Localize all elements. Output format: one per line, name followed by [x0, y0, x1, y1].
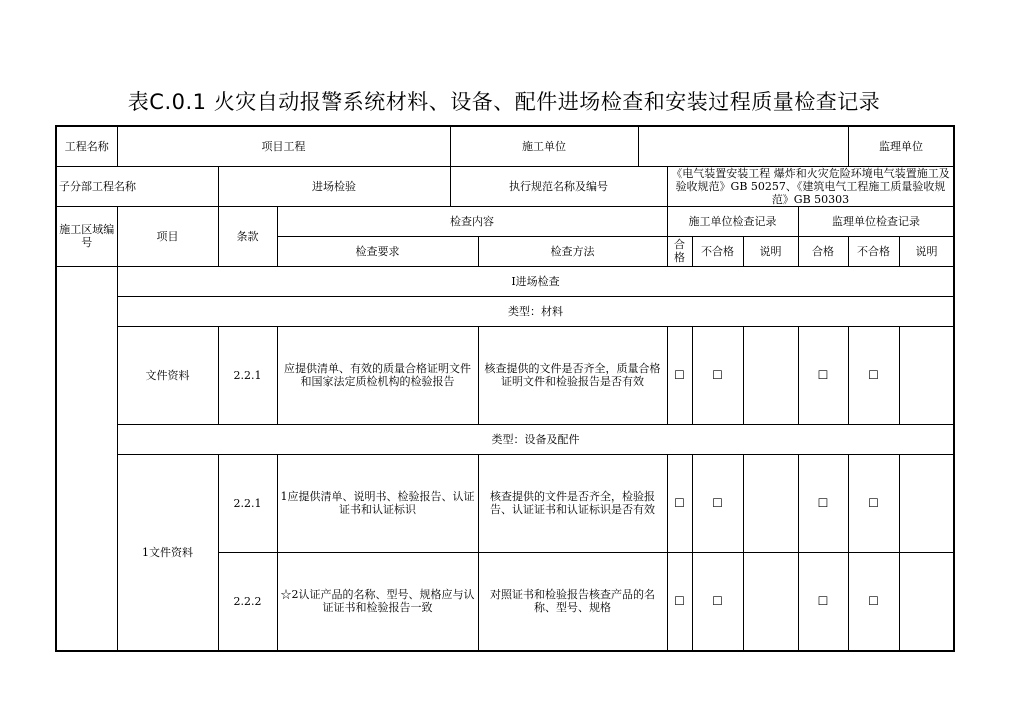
section-entry-label: Ⅰ进场检查 [117, 266, 954, 296]
row-clause: 2.2.2 [218, 552, 277, 651]
header-row-project [56, 126, 954, 166]
contractor-note [743, 552, 798, 651]
row-clause: 2.2.1 [218, 326, 277, 424]
project-name-value: 项目工程 [117, 126, 450, 166]
sub-project-label: 子分部工程名称 [56, 166, 218, 206]
column-header-row-1 [56, 206, 954, 236]
row-requirement: 1应提供清单、说明书、检验报告、认证证书和认证标识 [277, 454, 478, 552]
contractor-pass-checkbox[interactable]: ☐ [667, 326, 692, 424]
row-requirement: 应提供清单、有效的质量合格证明文件和国家法定质检机构的检验报告 [277, 326, 478, 424]
contractor-note [743, 454, 798, 552]
supervisor-record-header: 监理单位检查记录 [798, 206, 954, 236]
supervisor-note [899, 454, 954, 552]
contractor-fail-checkbox[interactable]: ☐ [692, 326, 743, 424]
supervisor-note [899, 552, 954, 651]
section-row-equipment [56, 424, 954, 454]
supervisor-fail-checkbox[interactable]: ☐ [848, 326, 899, 424]
section-material-label: 类型：材料 [117, 296, 954, 326]
sub-project-value: 进场检验 [218, 166, 450, 206]
supervisor-pass-header: 合格 [798, 236, 848, 266]
supervisor-label: 监理单位 [848, 126, 954, 166]
contractor-fail-checkbox[interactable]: ☐ [692, 454, 743, 552]
section-equipment-label: 类型：设备及配件 [117, 424, 954, 454]
supervisor-note-header: 说明 [899, 236, 954, 266]
area-header: 施工区域编号 [56, 206, 117, 266]
header-row-subproject [56, 166, 954, 206]
item-header: 项目 [117, 206, 218, 266]
requirement-header: 检查要求 [277, 236, 478, 266]
contractor-label: 施工单位 [450, 126, 638, 166]
row-item: 1文件资料 [117, 454, 218, 651]
supervisor-pass-checkbox[interactable]: ☐ [798, 552, 848, 651]
contractor-pass-checkbox[interactable]: ☐ [667, 454, 692, 552]
row-method: 对照证书和检验报告核查产品的名称、型号、规格 [478, 552, 667, 651]
row-item: 文件资料 [117, 326, 218, 424]
supervisor-pass-checkbox[interactable]: ☐ [798, 454, 848, 552]
contractor-pass-header: 合格 [667, 236, 692, 266]
page-title: 表C.0.1 火灾自动报警系统材料、设备、配件进场检查和安装过程质量检查记录 [127, 90, 881, 114]
table-row [56, 454, 954, 552]
supervisor-note [899, 326, 954, 424]
supervisor-fail-checkbox[interactable]: ☐ [848, 552, 899, 651]
row-clause: 2.2.1 [218, 454, 277, 552]
contractor-pass-checkbox[interactable]: ☐ [667, 552, 692, 651]
standard-value: 《电气装置安装工程 爆炸和火灾危险环境电气装置施工及验收规范》GB 50257、《建筑电气工程施工质量验收规范》GB 50303 [667, 166, 954, 206]
section-row-entry [56, 266, 954, 296]
contractor-record-header: 施工单位检查记录 [667, 206, 798, 236]
row-method: 核查提供的文件是否齐全，质量合格证明文件和检验报告是否有效 [478, 326, 667, 424]
inspection-record-table [55, 125, 955, 652]
contractor-note [743, 326, 798, 424]
contractor-fail-checkbox[interactable]: ☐ [692, 552, 743, 651]
row-method: 核查提供的文件是否齐全，检验报告、认证证书和认证标识是否有效 [478, 454, 667, 552]
contractor-note-header: 说明 [743, 236, 798, 266]
supervisor-pass-checkbox[interactable]: ☐ [798, 326, 848, 424]
area-cell [56, 266, 117, 651]
content-header: 检查内容 [277, 206, 667, 236]
contractor-value [638, 126, 848, 166]
clause-header: 条款 [218, 206, 277, 266]
table-row [56, 326, 954, 424]
section-row-material [56, 296, 954, 326]
supervisor-fail-header: 不合格 [848, 236, 899, 266]
supervisor-fail-checkbox[interactable]: ☐ [848, 454, 899, 552]
row-requirement: ☆2认证产品的名称、型号、规格应与认证证书和检验报告一致 [277, 552, 478, 651]
method-header: 检查方法 [478, 236, 667, 266]
project-name-label: 工程名称 [56, 126, 117, 166]
standard-label: 执行规范名称及编号 [450, 166, 667, 206]
contractor-fail-header: 不合格 [692, 236, 743, 266]
